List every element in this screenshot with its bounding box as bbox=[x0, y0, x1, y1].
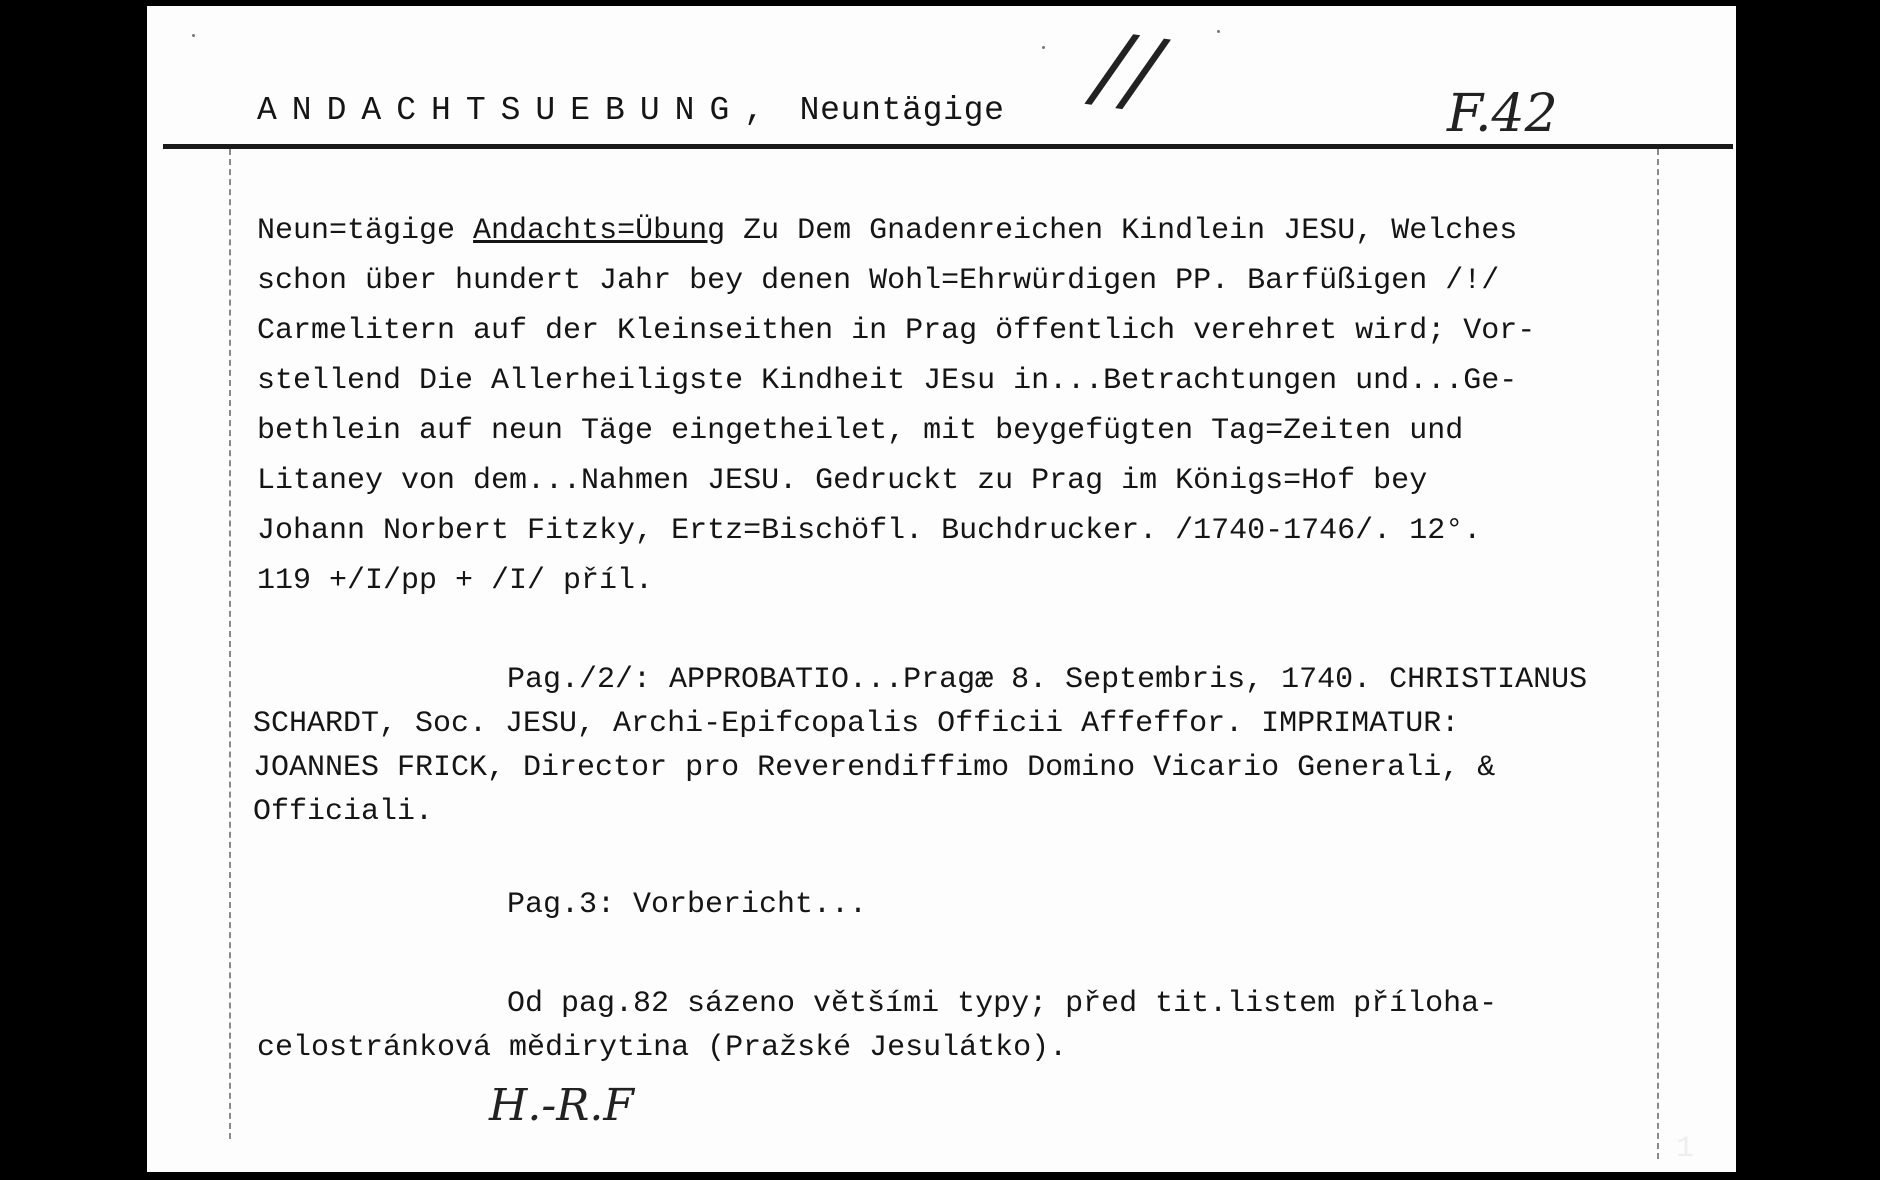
text-segment: Neun=tägige bbox=[257, 214, 474, 248]
text-line: JOANNES FRICK, Director pro Reverendiffimo Domino Vicario Generali, & bbox=[253, 751, 1496, 785]
title-subheading: Neuntägige bbox=[779, 92, 1005, 129]
vorbericht-text: Pag.3: Vorbericht... bbox=[507, 888, 868, 922]
text-line: Johann Norbert Fitzky, Ertz=Bischöfl. Buchdrucker. /1740-1746/. 12°. bbox=[257, 514, 1482, 548]
text-line: celostránková mědirytina (Pražské Jesulátko). bbox=[257, 1031, 1068, 1065]
text-line: stellend Die Allerheiligste Kindheit JEsu in...Betrachtungen und...Ge- bbox=[257, 364, 1518, 398]
approbatio-text bbox=[253, 658, 1587, 834]
page-number: 1 bbox=[1676, 1132, 1695, 1166]
scan-speck bbox=[1042, 46, 1045, 49]
handwritten-annotation: H.-R.F bbox=[489, 1080, 634, 1131]
handwritten-mark: // bbox=[1089, 12, 1167, 127]
underlined-title: Andachts=Übung bbox=[473, 214, 726, 248]
text-line: Litaney von dem...Nahmen JESU. Gedruckt zu Prag im Königs=Hof bey bbox=[257, 464, 1428, 498]
entry-main-text bbox=[257, 206, 1535, 606]
catalog-card bbox=[147, 6, 1736, 1172]
text-line: bethlein auf neun Täge eingetheilet, mit beygefügten Tag=Zeiten und bbox=[257, 414, 1464, 448]
right-margin-line bbox=[1657, 149, 1659, 1159]
scan-speck bbox=[192, 34, 195, 37]
card-title bbox=[257, 92, 1005, 129]
left-margin-line bbox=[229, 149, 231, 1139]
text-segment: Zu Dem Gnadenreichen Kindlein JESU, Welches bbox=[725, 214, 1518, 248]
text-line bbox=[257, 206, 1535, 256]
header-rule bbox=[163, 144, 1733, 149]
handwritten-signature: F.42 bbox=[1447, 84, 1558, 144]
note-text bbox=[257, 982, 1498, 1070]
text-line bbox=[253, 658, 1587, 702]
scan-speck bbox=[1217, 30, 1220, 33]
text-line: SCHARDT, Soc. JESU, Archi-Epifcopalis Officii Affeffor. IMPRIMATUR: bbox=[253, 707, 1460, 741]
text-line: schon über hundert Jahr bey denen Wohl=Ehrwürdigen PP. Barfüßigen /!/ bbox=[257, 264, 1500, 298]
text-line: Officiali. bbox=[253, 795, 434, 829]
title-heading: ANDACHTSUEBUNG, bbox=[257, 92, 780, 129]
text-line: Od pag.82 sázeno většími typy; před tit.listem příloha- bbox=[507, 987, 1498, 1021]
text-line: 119 +/I/pp + /I/ příl. bbox=[257, 564, 654, 598]
text-segment: Pag./2/: APPROBATIO...Pragæ 8. Septembris, 1740. CHRISTIANUS bbox=[507, 663, 1588, 697]
text-line: Carmelitern auf der Kleinseithen in Prag öffentlich verehret wird; Vor- bbox=[257, 314, 1536, 348]
